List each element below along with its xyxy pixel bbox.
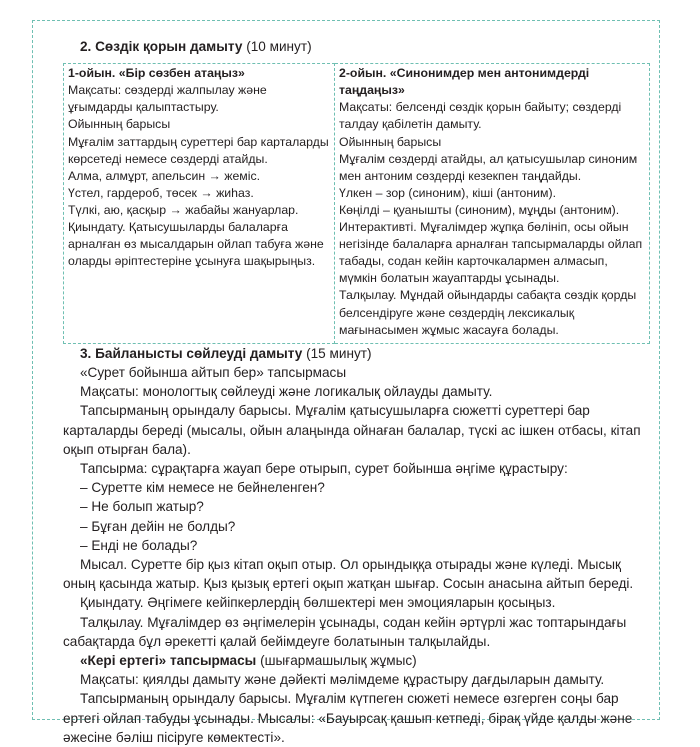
task-2-goal: Мақсаты: қиялды дамыту және дәйекті мәлімдеме құрастыру дағдыларын дамыту.: [80, 672, 605, 688]
game-2-line: Көңілді – қуанышты (синоним), мұңды (антоним).: [339, 202, 620, 217]
game-1-line: Мақсаты: сөздерді жалпылау және ұғымдарды қалыптастыру.: [68, 83, 267, 115]
document-body: [63, 37, 650, 747]
task-1-goal: Мақсаты: монологтық сөйлеуді және логикалық ойлауды дамыту.: [80, 384, 493, 400]
game-1-line: Ойынның барысы: [68, 117, 171, 132]
question-item: – Не болып жатыр?: [80, 499, 204, 515]
games-table: [63, 63, 650, 344]
section-2-heading: 2. Сөздік қорын дамыту (10 минут): [80, 39, 312, 54]
task-2-title: «Кері ертегі» тапсырмасы: [80, 652, 257, 668]
game-2-line: Талқылау. Мұндай ойындарды сабақта сөздік қорды белсендіруге және сөздердің лексикалық мағынасымен жұмыс жасауға болады.: [339, 288, 637, 337]
discussion-paragraph: Талқылау. Мұғалімдер өз әңгімелерін ұсынады, содан кейін әртүрлі жас топтарындағы сабақтарда бұл әрекетті қалай бейімдеуге болатынын талқылайды.: [63, 614, 627, 649]
question-item: – Бұған дейін не болды?: [80, 518, 236, 534]
game-2-line: Мұғалім сөздерді атайды, ал қатысушылар синоним мен антоним сөздерді кезекпен таңдайды.: [339, 151, 638, 183]
game-1-line: Алма, алмұрт, апельсин → жеміс.: [68, 168, 261, 183]
game-1-title: 1-ойын. «Бір сөзбен атаңыз»: [68, 66, 245, 81]
task-1-progress: Тапсырманың орындалу барысы. Мұғалім қатысушыларға сюжетті суреттері бар карталарды береді (мысалы, ойын алаңында ойнаған балалар, түскі ас ішкен отбасы, кітап оқып отырған бала).: [63, 403, 641, 457]
example-paragraph: Мысал. Суретте бір қыз кітап оқып отыр. Ол орындыққа отырады және күледі. Мысық оның қасында жатыр. Қыз қызық ертегі оқып жатқан шығар. Сосын анасына айтып береді.: [63, 556, 634, 592]
game-2-line: Интерактивті. Мұғалімдер жұпқа бөлініп, осы ойын негізінде балаларға арналған тапсырмаларды ойлап табады, содан кейін карточкалармен алмасып, мүмкін болатын жауаптарды ұсынады.: [339, 220, 643, 286]
game-2-line: Мақсаты: белсенді сөздік қорын байыту; сөздерді талдау қабілетін дамыту.: [339, 100, 622, 132]
task-2-heading: [63, 651, 650, 670]
question-item: – Енді не болады?: [80, 537, 198, 553]
game-1-line: Түлкі, аю, қасқыр → жабайы жануарлар.: [68, 202, 299, 217]
section-3-heading: 3. Байланысты сөйлеуді дамыту (15 минут): [80, 345, 372, 361]
complicate-paragraph: Қиындату. Әңгімеге кейіпкерлердің бөлшектері мен эмоцияларын қосыңыз.: [80, 595, 556, 611]
section-3: [63, 344, 650, 747]
task-2-subtitle: (шығармашылық жұмыс): [260, 652, 417, 668]
game-1-line: Мұғалім заттардың суреттері бар карталарды көрсетеді немесе сөздерді атайды.: [68, 134, 329, 166]
game-1-line: Қиындату. Қатысушыларды балаларға арналған өз мысалдарын ойлап табуға және оларды әріптестеріне ұсынуға шақырыңыз.: [68, 220, 324, 269]
game-1-line: Үстел, гардероб, төсек → жиһаз.: [68, 185, 254, 200]
task-1-instruction: Тапсырма: сұрақтарға жауап бере отырып, сурет бойынша әңгіме құрастыру:: [80, 460, 568, 476]
task-1-title: «Сурет бойынша айтып бер» тапсырмасы: [80, 364, 347, 380]
game-2-cell: [335, 64, 650, 344]
game-2-line: Үлкен – зор (синоним), кіші (антоним).: [339, 185, 557, 200]
task-2-progress: Тапсырманың орындалу барысы. Мұғалім күтпеген сюжеті немесе өзгерген соңы бар ертегі ойлап табуды ұсынады. Мысалы: «Бауырсақ қашып кетпеді, бірақ үйде қалды және әжесіне бәліш пісіруге көмектесті».: [63, 691, 633, 745]
game-1-cell: [64, 64, 335, 344]
game-2-title: 2-ойын. «Синонимдер мен антонимдерді таңдаңыз»: [339, 66, 590, 98]
question-item: – Суретте кім немесе не бейнеленген?: [80, 480, 325, 496]
game-2-line: Ойынның барысы: [339, 134, 442, 149]
